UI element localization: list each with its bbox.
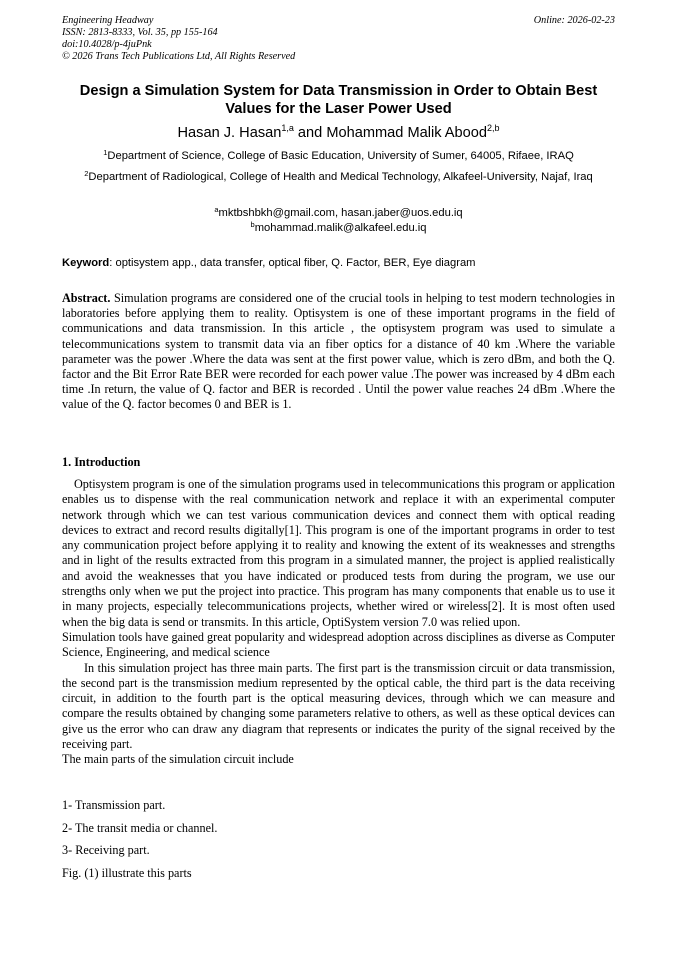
- abstract: [62, 291, 615, 413]
- email-1-sup: a: [214, 205, 219, 214]
- list-item: 3- Receiving part.: [62, 843, 150, 857]
- paper-title: Design a Simulation System for Data Transmission in Order to Obtain Best Values for the Laser Power Used: [79, 83, 598, 117]
- affiliation-1-sup: 1: [103, 148, 108, 157]
- intro-paragraph-3: In this simulation project has three main parts. The first part is the transmission circuit or data transmission, the second part is the transmission medium represented by the optical cable, the third part is the data receiving circuit, in addition to the fourth part is the optical measuring devices, through which we can measure and compare the results obtained by changing some parameters relative to others, as well as these optical devices can give us the error who can draw any diagram that represents or indicates the purity of the signal received by the receiving part.: [62, 660, 615, 752]
- author-1: Hasan J. Hasan: [177, 125, 282, 141]
- intro-paragraph-2: Simulation tools have gained great popularity and widespread adoption across disciplines as diverse as Computer Science, Engineering, and medical science: [62, 629, 615, 660]
- affiliation-2: [62, 170, 615, 186]
- journal-name: Engineering Headway: [62, 15, 154, 26]
- author-connector: and: [293, 125, 327, 141]
- issn-line: ISSN: 2813-8333, Vol. 35, pp 155-164: [62, 27, 218, 38]
- email-1-text[interactable]: mktbshbkh@gmail.com, hasan.jaber@uos.edu.iq: [218, 207, 463, 219]
- author-1-sup: 1,a: [281, 123, 294, 133]
- intro-paragraph-1: Optisystem program is one of the simulation programs used in telecommunications this program or application enables us to dispense with the real communication network and replace it with an experimental computer network through which we can test various communication devices and connect them with optical reading devices to extract and record results digitally[1]. This program is one of the important programs in order to test any communication project before applying it to reality and knowing the extent of its weaknesses and strengths and in light of the results extracted from this program in a simulated manner, the project is applied realistically and avoid the weaknesses that you have indicated or produced tests from during the program, we use our strengths only when we put the project into practice. This program has many components that enable us to use it in many projects, especially telecommunications projects, whether wired or wireless[2]. It is most often used when the big data is send or transmits. In this article, OptiSystem version 7.0 was relied upon.: [62, 477, 615, 629]
- abstract-label: Abstract.: [62, 291, 111, 305]
- author-line: [62, 124, 615, 142]
- online-date: Online: 2026-02-23: [533, 15, 615, 26]
- doi-line: doi:10.4028/p-4juPnk: [62, 39, 152, 50]
- email-2-sup: b: [250, 220, 255, 229]
- email-2-text[interactable]: mohammad.malik@alkafeel.edu.iq: [254, 222, 427, 234]
- copyright-line: © 2026 Trans Tech Publications Ltd, All Rights Reserved: [62, 51, 296, 62]
- keywords: [62, 256, 615, 270]
- list-item: 1- Transmission part.: [62, 798, 166, 812]
- introduction-body: [62, 477, 615, 768]
- email-2: [62, 221, 615, 237]
- list-item: 2- The transit media or channel.: [62, 821, 218, 835]
- keyword-text: : optisystem app., data transfer, optical fiber, Q. Factor, BER, Eye diagram: [109, 257, 476, 269]
- affiliation-2-text: Department of Radiological, College of Health and Medical Technology, Alkafeel-University, Najaf, Iraq: [88, 171, 593, 183]
- figure-reference: Fig. (1) illustrate this parts: [62, 866, 192, 880]
- affiliation-1: [62, 149, 615, 165]
- author-2-sup: 2,b: [486, 123, 500, 133]
- affiliation-2-sup: 2: [84, 169, 89, 178]
- intro-paragraph-4: The main parts of the simulation circuit include: [62, 752, 294, 767]
- author-2: Mohammad Malik Abood: [326, 125, 487, 141]
- abstract-text: Simulation programs are considered one of the crucial tools in helping to test modern technologies in laboratories before applying them to reality. Optisystem is one of these important programs in the field of communications and data transmission. In this article , the optisystem program was used to simulate a telecommunications system to transmit data via an fiber optics for a distance of 40 km .Where the variable parameter was the power .Where the data was sent at the first power value, which is zero dBm, and both the Q. factor and the Bit Error Rate BER were recorded for each power value .The power was increased by 4 dBm each time .In return, the value of Q. factor and BER is recorded . Until the power value reaches 24 dBm .Where the value of the Q. factor becomes 0 and BER is 1.: [62, 291, 615, 412]
- keyword-label: Keyword: [62, 257, 110, 269]
- email-1: [62, 206, 615, 222]
- affiliation-1-text: Department of Science, College of Basic Education, University of Sumer, 64005, Rifaee, IRAQ: [107, 150, 574, 162]
- section-heading-introduction: 1. Introduction: [62, 455, 141, 469]
- journal-header: [62, 15, 615, 63]
